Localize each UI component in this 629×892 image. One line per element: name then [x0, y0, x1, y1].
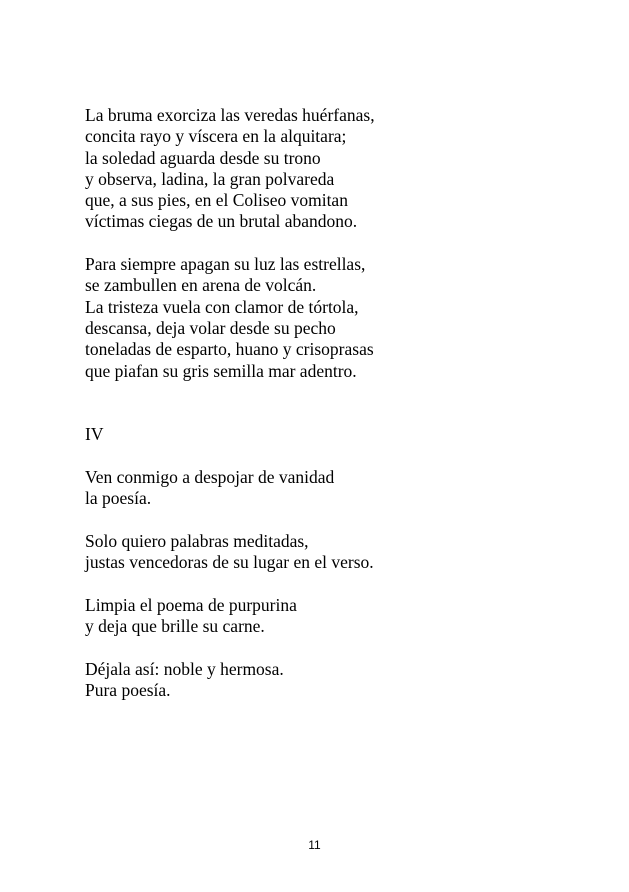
stanza-5	[85, 595, 585, 638]
poem-line: que piafan su gris semilla mar adentro.	[85, 360, 357, 381]
poem-line: toneladas de esparto, huano y crisoprasas	[85, 339, 374, 360]
poem-line: se zambullen en arena de volcán.	[85, 275, 317, 296]
poem-line: Limpia el poema de purpurina	[85, 594, 297, 615]
poem-line: descansa, deja volar desde su pecho	[85, 317, 336, 338]
poem-line: y observa, ladina, la gran polvareda	[85, 168, 335, 189]
stanza-1	[85, 105, 585, 233]
poem-line: que, a sus pies, en el Coliseo vomitan	[85, 190, 348, 211]
poem-line: Pura poesía.	[85, 680, 171, 701]
poem-line: La tristeza vuela con clamor de tórtola,	[85, 296, 359, 317]
poem-line: Solo quiero palabras meditadas,	[85, 530, 309, 551]
stanza-spacer	[85, 510, 585, 531]
poem-line: justas vencedoras de su lugar en el verso.	[85, 552, 374, 573]
poem-line: concita rayo y víscera en la alquitara;	[85, 126, 347, 147]
poem-line: la soledad aguarda desde su trono	[85, 147, 321, 168]
section-spacer	[85, 382, 585, 425]
stanza-spacer	[85, 233, 585, 254]
poem-body	[85, 105, 585, 701]
section-heading: IV	[85, 424, 104, 445]
poem-line: la poesía.	[85, 488, 152, 509]
poem-line: víctimas ciegas de un brutal abandono.	[85, 211, 358, 232]
poem-line: Déjala así: noble y hermosa.	[85, 658, 284, 679]
poem-line: Para siempre apagan su luz las estrellas,	[85, 254, 366, 275]
page-number: 11	[308, 838, 321, 852]
stanza-spacer	[85, 637, 585, 658]
poem-line: La bruma exorciza las veredas huérfanas,	[85, 105, 375, 125]
poem-line: y deja que brille su carne.	[85, 616, 265, 637]
stanza-2	[85, 254, 585, 382]
section-spacer	[85, 446, 585, 467]
stanza-6	[85, 659, 585, 702]
poem-line: Ven conmigo a despojar de vanidad	[85, 467, 335, 488]
stanza-3	[85, 467, 585, 510]
stanza-4	[85, 531, 585, 574]
stanza-spacer	[85, 574, 585, 595]
